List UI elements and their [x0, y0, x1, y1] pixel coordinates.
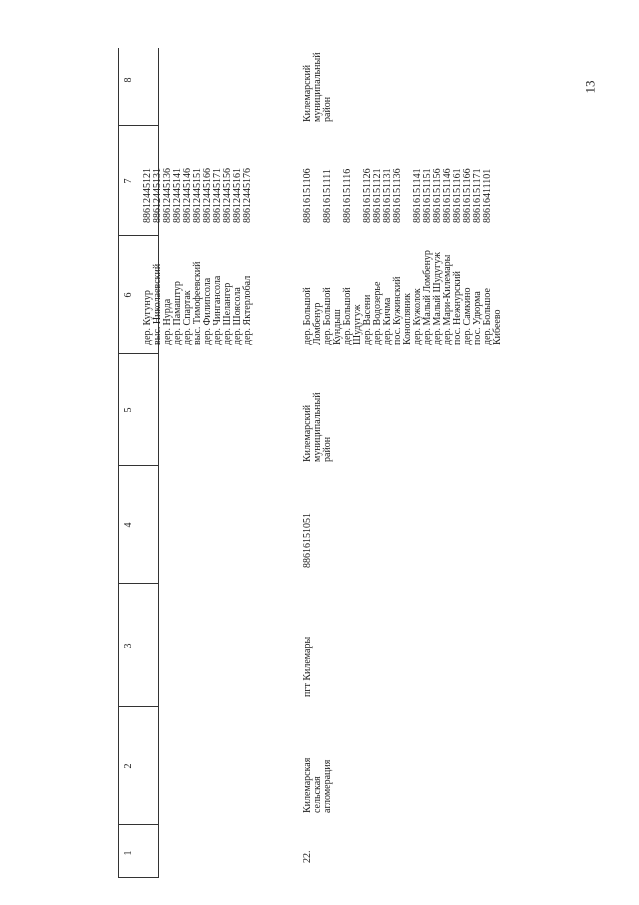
- center-district: [303, 392, 333, 462]
- column-number: 7: [123, 178, 134, 184]
- settlement-code: 88616151141: [412, 168, 423, 223]
- settlement-name: дер. Чингансола: [212, 275, 223, 345]
- column-number: 5: [123, 407, 134, 413]
- settlement-name: Ломбенур: [312, 302, 323, 345]
- lower-settlement-list: [303, 250, 503, 345]
- settlement-code: 88616151121: [372, 168, 383, 223]
- settlement-code: 88616151171: [472, 168, 483, 223]
- settlement-code: 88616151126: [362, 168, 373, 223]
- center-code: 88616151051: [302, 513, 313, 568]
- settlement-name: дер. Васени: [362, 294, 373, 345]
- settlement-code: 88616151136: [392, 168, 403, 223]
- settlement-name: дер. Малый Ломбенур: [422, 250, 433, 345]
- settlement-name: Кундыш: [332, 309, 343, 345]
- settlement-code: 88612445136: [162, 168, 173, 223]
- settlement-name: выс. Тимофеевский: [192, 261, 203, 345]
- settlement-code: 88612445131: [152, 168, 163, 223]
- settlement-name: дер. Яктерлобал: [242, 275, 253, 345]
- column-divider: [118, 353, 158, 354]
- column-divider: [118, 824, 158, 825]
- settlement-code: 88616151156: [432, 168, 443, 223]
- settlement-name: дер. Спартак: [182, 290, 193, 345]
- settlement-code: 88612445151: [192, 168, 203, 223]
- settlement-name: Конопляник: [402, 292, 413, 345]
- settlement-code: 88616151111: [322, 169, 333, 223]
- settlement-name: дер. Мари-Килемары: [442, 254, 453, 345]
- column-number: 1: [123, 850, 134, 856]
- settlement-name: дер. Большое: [482, 288, 493, 345]
- settlement-name: дер. Большой: [322, 287, 333, 345]
- settlement-code: 88616151131: [382, 168, 393, 223]
- column-number: 6: [123, 292, 134, 298]
- settlement-code: [493, 168, 503, 223]
- column-divider: [118, 583, 158, 584]
- administrative-center: пгт Килемары: [302, 636, 313, 697]
- settlement-code: 88612445171: [212, 168, 223, 223]
- settlement-code: 88616151106: [302, 168, 313, 223]
- settlement-code: 88616151116: [342, 168, 353, 223]
- settlement-code: 88616151151: [422, 168, 433, 223]
- settlement-name: Шудугуж: [352, 304, 363, 345]
- settlement-name: пос. Кужинский: [392, 276, 403, 345]
- agglomeration-line: Килемарская: [302, 757, 313, 813]
- upper-district: [303, 52, 333, 122]
- settlement-name: дер. Водозерье: [372, 281, 383, 345]
- settlement-code: 88616151166: [462, 168, 473, 223]
- settlement-name: выс. Николаевский: [152, 263, 163, 345]
- column-number: 8: [123, 77, 134, 83]
- settlement-name: дер. Кичма: [382, 297, 393, 345]
- column-divider: [118, 877, 158, 878]
- settlement-name: дер. Большой: [302, 287, 313, 345]
- settlement-code: 88612445121: [142, 168, 153, 223]
- column-divider: [118, 465, 158, 466]
- district-line: Килемарский: [302, 404, 313, 462]
- agglomeration-line: агломерация: [322, 759, 333, 813]
- settlement-code: 88612445166: [202, 168, 213, 223]
- column-divider: [118, 706, 158, 707]
- settlement-name: дер. Памаштур: [172, 281, 183, 345]
- agglomeration-name: [303, 758, 333, 813]
- lower-code-list: [303, 168, 503, 223]
- column-divider: [118, 235, 158, 236]
- settlement-code: 88612445141: [172, 168, 183, 223]
- settlement-table: [118, 48, 548, 878]
- settlement-code: 88612445146: [182, 168, 193, 223]
- settlement-name: дер. Шоясола: [232, 287, 243, 345]
- settlement-name: дер. Кужолок: [412, 288, 423, 345]
- district-line: район: [322, 96, 333, 122]
- upper-settlement-list: [143, 262, 253, 345]
- column-number: 3: [123, 643, 134, 649]
- settlement-name: дер. Самкино: [462, 287, 473, 345]
- table-top-line: [118, 48, 119, 878]
- district-line: район: [322, 436, 333, 462]
- district-line: Килемарский: [302, 64, 313, 122]
- column-number: 2: [123, 763, 134, 769]
- agglomeration-line: сельская: [312, 776, 323, 813]
- row-number: 22.: [302, 850, 313, 863]
- settlement-name: дер. Кугунур: [142, 290, 153, 345]
- settlement-name: пос. Нежнурский: [452, 271, 463, 345]
- district-line: муниципальный: [312, 392, 323, 462]
- page-number: 13: [582, 80, 598, 94]
- column-number: 4: [123, 522, 134, 528]
- district-line: муниципальный: [312, 52, 323, 122]
- settlement-name: дер. Филипсола: [202, 277, 213, 345]
- column-divider: [118, 125, 158, 126]
- settlement-code: 88616411101: [482, 168, 493, 223]
- settlement-code: 88616151146: [442, 168, 453, 223]
- settlement-name: пос. Удюрма: [472, 291, 483, 345]
- settlement-code: 88612445176: [242, 168, 253, 223]
- settlement-name: дер. Шелангер: [222, 282, 233, 345]
- settlement-code: 88616151161: [452, 168, 463, 223]
- settlement-code: 88612445161: [232, 168, 243, 223]
- upper-code-list: [143, 168, 253, 223]
- settlement-name: Кибеево: [492, 309, 503, 345]
- settlement-name: дер. Малый Шудугуж: [432, 252, 443, 345]
- settlement-name: дер. Большой: [342, 287, 353, 345]
- settlement-name: дер. Нурда: [162, 298, 173, 345]
- settlement-code: 88612445156: [222, 168, 233, 223]
